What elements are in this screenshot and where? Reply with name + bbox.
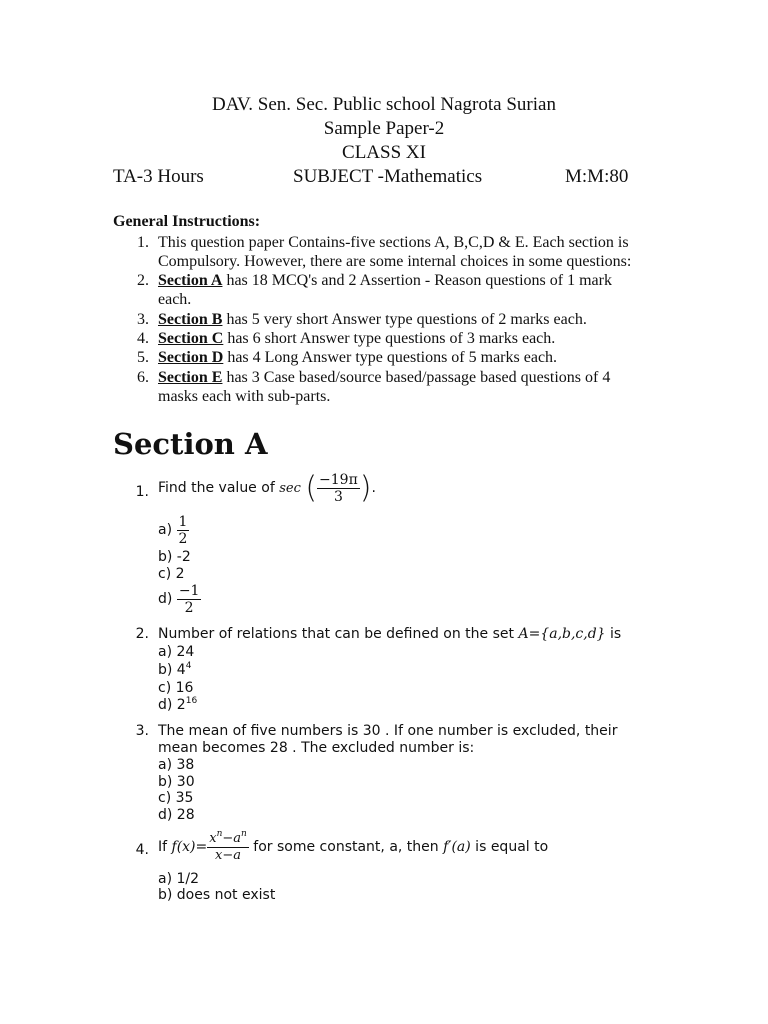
exponent: n bbox=[216, 829, 223, 839]
section-link-e: Section E bbox=[158, 369, 223, 386]
instruction-item bbox=[113, 329, 653, 348]
question-prompt: Find the value of bbox=[158, 480, 275, 496]
instruction-text: This question paper Contains-five sections A, B,C,D & E. Each section is bbox=[158, 234, 629, 251]
option-text: b) 4 bbox=[158, 662, 186, 678]
fraction-numerator: −19π bbox=[319, 472, 358, 488]
instruction-text: has 18 MCQ's and 2 Assertion - Reason questions of 1 mark bbox=[222, 272, 612, 289]
class-title: CLASS XI bbox=[342, 142, 426, 163]
instruction-item bbox=[113, 271, 653, 309]
fraction bbox=[177, 583, 202, 616]
right-paren: ) bbox=[359, 470, 372, 506]
option-c[interactable]: c) 16 bbox=[158, 680, 194, 696]
derivative-notation: f′(a) bbox=[443, 839, 471, 855]
option-a[interactable] bbox=[158, 514, 189, 547]
exponent: 16 bbox=[185, 696, 198, 706]
function-notation: f(x)= bbox=[171, 839, 208, 855]
question-text bbox=[158, 626, 658, 643]
paper-title: Sample Paper-2 bbox=[323, 118, 445, 139]
instruction-text: each. bbox=[158, 291, 192, 308]
question-number: 2. bbox=[135, 626, 149, 642]
option-a[interactable]: a) 1/2 bbox=[158, 871, 200, 887]
question-number: 4. bbox=[135, 842, 149, 858]
instruction-number: 2. bbox=[137, 272, 149, 289]
section-link-b: Section B bbox=[158, 311, 223, 328]
instruction-number: 4. bbox=[137, 330, 149, 347]
question-suffix: is equal to bbox=[470, 839, 549, 855]
question-text bbox=[158, 831, 658, 864]
fraction-numerator: −1 bbox=[178, 583, 200, 599]
fraction-numerator: 1 bbox=[178, 514, 188, 530]
question-number: 3. bbox=[135, 723, 149, 739]
question-3 bbox=[113, 723, 673, 757]
instruction-number: 6. bbox=[137, 369, 149, 386]
fraction bbox=[317, 472, 360, 505]
option-label: d) bbox=[158, 591, 177, 607]
option-a[interactable]: a) 38 bbox=[158, 757, 195, 773]
instruction-text: has 5 very short Answer type questions of 2 marks each. bbox=[222, 311, 587, 328]
option-d[interactable]: d) 28 bbox=[158, 807, 195, 823]
left-paren: ( bbox=[305, 470, 318, 506]
question-prompt: If bbox=[158, 839, 172, 855]
option-c[interactable]: c) 2 bbox=[158, 566, 185, 582]
instruction-item bbox=[113, 348, 653, 367]
fraction-denominator: 2 bbox=[184, 600, 194, 616]
fraction-numerator bbox=[207, 831, 249, 848]
fraction bbox=[177, 514, 190, 547]
instruction-text: has 6 short Answer type questions of 3 marks each. bbox=[223, 330, 556, 347]
instruction-item bbox=[113, 368, 653, 406]
exponent: 4 bbox=[185, 661, 192, 671]
fraction-denominator: x−a bbox=[215, 848, 242, 863]
question-text bbox=[158, 723, 658, 757]
option-b[interactable]: b) -2 bbox=[158, 549, 191, 565]
instruction-item bbox=[113, 310, 653, 329]
section-link-c: Section C bbox=[158, 330, 224, 347]
time-allowed: TA-3 Hours bbox=[113, 166, 204, 187]
section-link-d: Section D bbox=[158, 349, 224, 366]
option-text: d) 2 bbox=[158, 697, 186, 713]
school-name: DAV. Sen. Sec. Public school Nagrota Surian bbox=[212, 94, 556, 115]
instruction-item bbox=[113, 233, 653, 271]
subject: SUBJECT -Mathematics bbox=[293, 166, 483, 187]
option-label: a) bbox=[158, 522, 177, 538]
instruction-number: 1. bbox=[137, 234, 149, 251]
question-text bbox=[158, 472, 658, 505]
instruction-text: Compulsory. However, there are some internal choices in some questions: bbox=[158, 253, 632, 270]
option-b[interactable]: b) does not exist bbox=[158, 887, 276, 903]
max-marks: M:M:80 bbox=[565, 166, 629, 187]
exponent: n bbox=[241, 829, 247, 839]
question-prompt: Number of relations that can be defined on the set bbox=[158, 626, 519, 642]
question-middle: for some constant, a, then bbox=[248, 839, 444, 855]
instruction-text: masks each with sub-parts. bbox=[158, 388, 331, 405]
set-notation: A={a,b,c,d} bbox=[518, 626, 606, 642]
question-suffix: is bbox=[605, 626, 622, 642]
option-b[interactable]: b) 30 bbox=[158, 774, 195, 790]
section-link-a: Section A bbox=[158, 272, 223, 289]
fraction-denominator: 3 bbox=[333, 489, 343, 505]
question-line: mean becomes 28 . The excluded number is: bbox=[158, 740, 475, 756]
fraction bbox=[207, 831, 249, 864]
question-number: 1. bbox=[135, 484, 149, 500]
instruction-number: 3. bbox=[137, 311, 149, 328]
question-1 bbox=[113, 472, 673, 512]
fraction-denominator: 2 bbox=[178, 531, 188, 547]
instruction-text: has 3 Case based/source based/passage based questions of 4 bbox=[222, 369, 611, 386]
period: . bbox=[371, 480, 376, 496]
section-heading: Section A bbox=[113, 427, 268, 461]
option-a[interactable]: a) 24 bbox=[158, 644, 195, 660]
numerator-base: x bbox=[209, 831, 217, 846]
question-line: The mean of five numbers is 30 . If one number is excluded, their bbox=[158, 723, 618, 739]
option-c[interactable]: c) 35 bbox=[158, 790, 194, 806]
question-2 bbox=[113, 626, 673, 643]
question-4 bbox=[113, 831, 673, 869]
option-d[interactable] bbox=[158, 697, 197, 714]
option-d[interactable] bbox=[158, 583, 201, 616]
option-b[interactable] bbox=[158, 662, 191, 679]
instruction-text: has 4 Long Answer type questions of 5 marks each. bbox=[223, 349, 558, 366]
instruction-number: 5. bbox=[137, 349, 149, 366]
sec-function: sec bbox=[279, 481, 301, 496]
instructions-title: General Instructions: bbox=[113, 213, 261, 230]
numerator-term: −a bbox=[222, 831, 242, 846]
